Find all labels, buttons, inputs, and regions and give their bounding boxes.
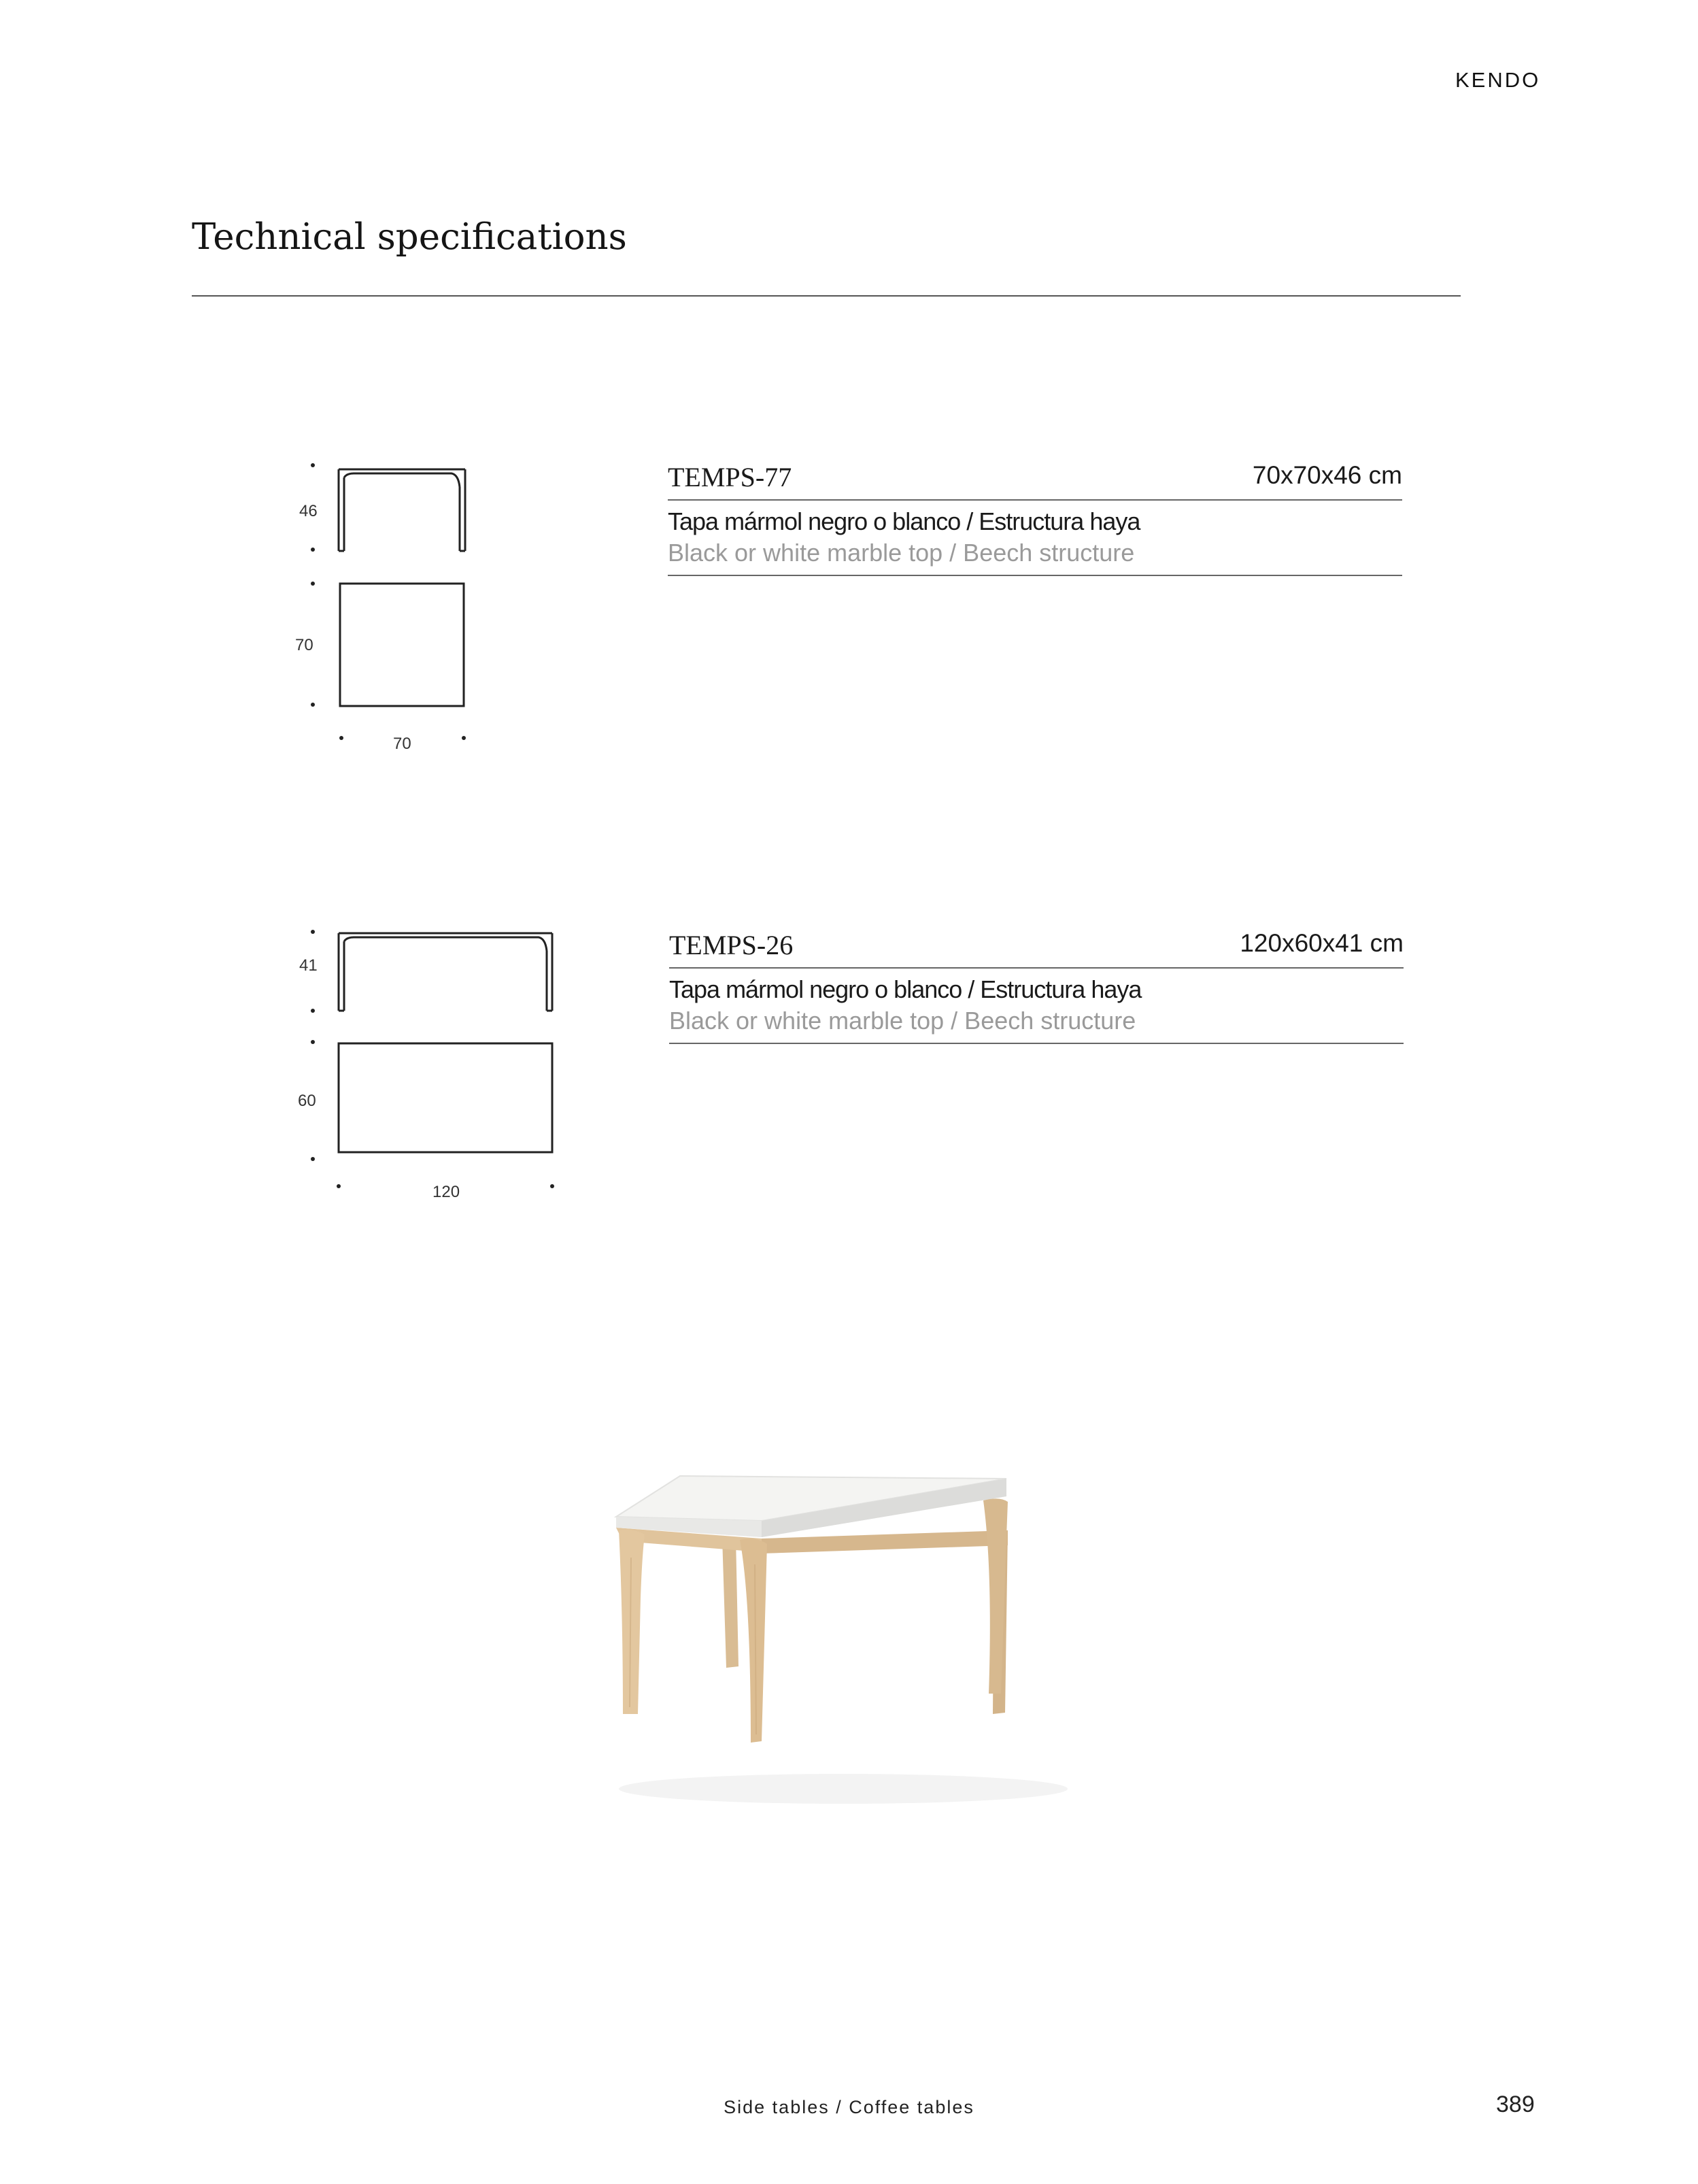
dimension-depth-label: 60 xyxy=(298,1092,316,1110)
spec-divider xyxy=(668,499,1402,501)
spec-divider xyxy=(669,967,1404,969)
dimension-width-label: 70 xyxy=(393,735,411,753)
title-divider xyxy=(192,295,1461,297)
product-dimensions: 120x60x41 cm xyxy=(1240,929,1404,957)
page-title: Technical specifications xyxy=(192,216,627,258)
product-dimensions: 70x70x46 cm xyxy=(1252,461,1402,489)
brand-name: KENDO xyxy=(1455,68,1541,92)
product-drawing-temps-77 xyxy=(286,449,503,762)
page-number: 389 xyxy=(1496,2091,1535,2117)
product-description-es: Tapa mármol negro o blanco / Estructura haya xyxy=(668,507,1140,535)
spec-divider xyxy=(668,575,1402,576)
dimension-width-label: 120 xyxy=(432,1183,460,1201)
spec-divider xyxy=(669,1043,1404,1044)
product-description-en: Black or white marble top / Beech structure xyxy=(669,1007,1136,1035)
dimension-height-label: 46 xyxy=(299,502,318,520)
dimension-height-label: 41 xyxy=(299,956,318,975)
dimension-depth-label: 70 xyxy=(295,636,313,654)
product-drawing-temps-26 xyxy=(286,917,571,1216)
product-code: TEMPS-77 xyxy=(668,462,792,492)
footer-category: Side tables / Coffee tables xyxy=(724,2097,974,2117)
product-description-en: Black or white marble top / Beech structure xyxy=(668,539,1135,567)
product-code: TEMPS-26 xyxy=(669,930,794,960)
product-description-es: Tapa mármol negro o blanco / Estructura haya xyxy=(669,975,1142,1003)
product-photo xyxy=(558,1394,1115,1830)
